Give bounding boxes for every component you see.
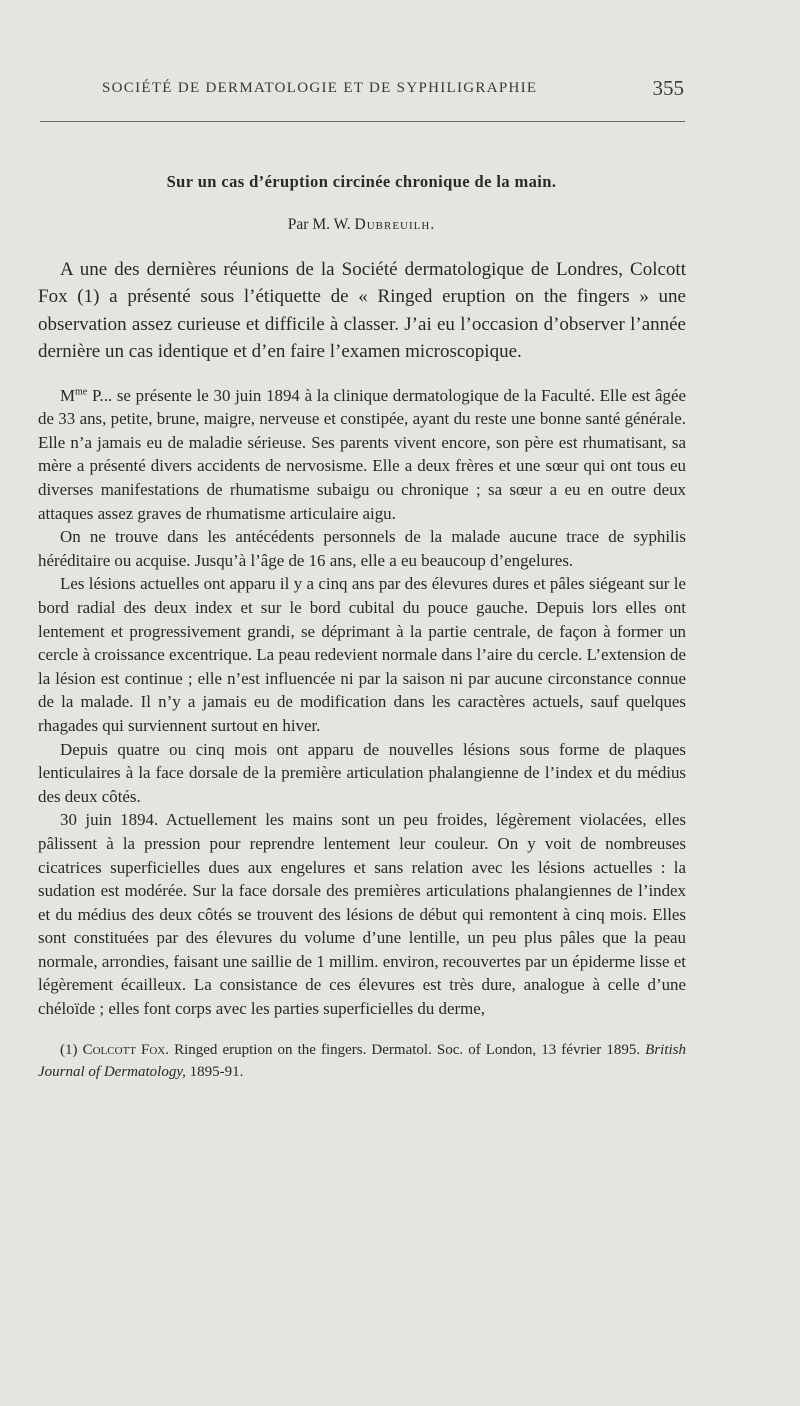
byline-prefix: Par M. W. [287, 216, 351, 233]
running-head [38, 76, 688, 106]
paragraph-1-text: P... se présente le 30 juin 1894 à la clinique dermatologique de la Faculté. Elle est âgée de 33 ans, petite, brune, maigre, nerveuse et constipée, ayant du reste une bonne santé générale. Elle n’a jamais eu de maladie sérieuse. Ses parents vivent encore, son père est rhumatisant, sa mère a présenté divers accidents de nervosisme. Elle a deux frères et une sœur qui ont tous eu diverses manifestations de rhumatisme subaigu ou chronique ; sa sœur a eu en outre deux attaques assez graves de rhumatisme articulaire aigu. [38, 385, 686, 523]
article-body [38, 256, 686, 1083]
patient-sup: me [75, 386, 88, 397]
footnote-end: 1895-91. [185, 1063, 244, 1080]
paragraph-4: Depuis quatre ou cinq mois ont apparu de nouvelles lésions sous forme de plaques lenticulaires à la face dorsale de la première articulation phalangienne de l’index et du médius des deux côtés. [38, 739, 686, 806]
running-head-title: SOCIÉTÉ DE DERMATOLOGIE ET DE SYPHILIGRAPHIE [102, 80, 538, 96]
header-rule [40, 121, 685, 122]
paragraph-3: Les lésions actuelles ont apparu il y a cinq ans par des élevures dures et pâles siégeant sur le bord radial des deux index et sur le bord cubital du pouce gauche. Depuis lors elles ont lentement et progressivement grandi, se déprimant à la partie centrale, de façon à former un cercle à croissance excentrique. La peau redevient normale dans l’aire du cercle. L’extension de la lésion est continue ; elle n’est influencée ni par la saison ni par aucune circonstance connue de la malade. Il n’y a jamais eu de modification dans les caractères actuels, sauf quelques rhagades qui surviennent surtout en hiver. [38, 574, 686, 735]
patient-abbrev: M [60, 385, 76, 405]
page-number: 355 [652, 76, 684, 100]
footnote-text: . Ringed eruption on the fingers. Dermatol. Soc. of London, 13 février 1895. [165, 1041, 646, 1058]
footnote-journal: British Journal of Dermatology, [38, 1041, 686, 1080]
paragraph-5: 30 juin 1894. Actuellement les mains sont un peu froides, légèrement violacées, elles pâlissent à la pression pour reprendre lentement leur couleur. On y voit de nombreuses cicatrices superficielles dues aux engelures et sans relation avec les lésions actuelles : la sudation est modérée. Sur la face dorsale des premières articulations phalangiennes de l’index et du médius des deux côtés se trouvent des lésions de début qui remontent à cinq mois. Elles sont constituées par des élevures du volume d’une lentille, un peu plus pâles que la peau normale, arrondies, faisant une saillie de 1 millim. environ, recouvertes par un épiderme lisse et légèrement écailleux. La consistance de ces élevures est très dure, analogue à celle d’une chéloïde ; elles font corps avec les parties superficielles du derme, [38, 810, 686, 1019]
intro-paragraph: A une des dernières réunions de la Société dermatologique de Londres, Colcott Fox (1) a présenté sous l’étiquette de « Ringed eruption on the fingers » une observation assez curieuse et difficile à classer. J’ai eu l’occasion d’observer l’année dernière un cas identique et d’en faire l’examen microscopique. [38, 259, 686, 363]
footnote-author: Colcott Fox [82, 1041, 166, 1058]
paragraph-2: On ne trouve dans les antécédents personnels de la malade aucune trace de syphilis héréditaire ou acquise. Jusqu’à l’âge de 16 ans, elle a eu beaucoup d’engelures. [38, 527, 686, 570]
paragraph-1 [38, 384, 686, 526]
byline [0, 216, 723, 234]
footnote-marker: (1) [60, 1041, 83, 1058]
article-title: Sur un cas d’éruption circinée chronique de la main. [166, 172, 557, 191]
footnote [38, 1039, 686, 1083]
byline-author: Dubreuilh. [354, 216, 436, 233]
